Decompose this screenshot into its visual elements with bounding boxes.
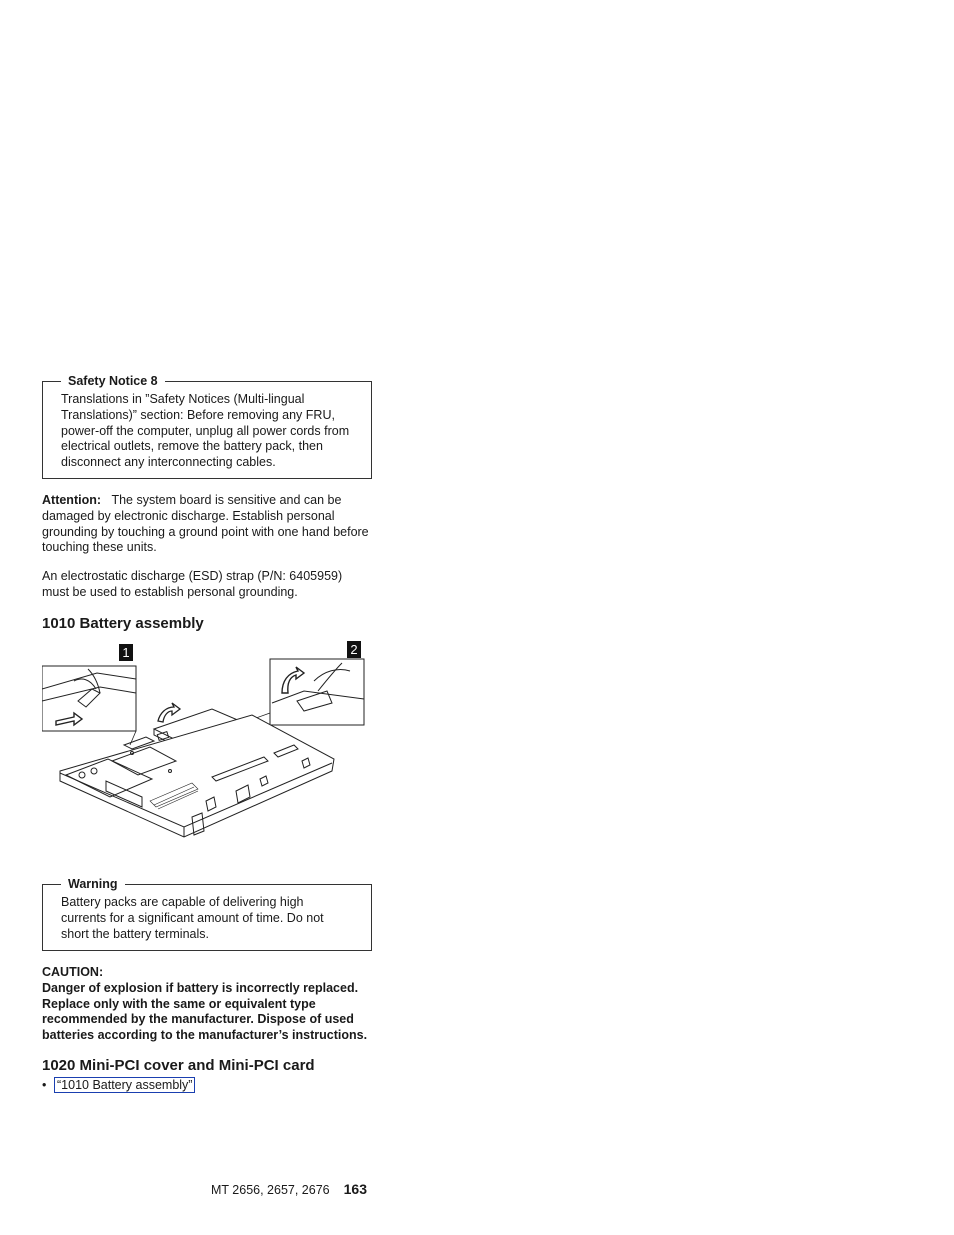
warning-line: short the battery terminals. — [61, 926, 209, 941]
safety-notice-line: electrical outlets, remove the battery pack, then — [61, 439, 323, 454]
battery-removal-figure — [42, 641, 372, 846]
callout-2-label: 2 — [350, 642, 358, 657]
safety-notice-box — [42, 374, 372, 479]
attention-paragraph — [42, 493, 377, 556]
safety-notice-line: Translations)” section: Before removing any FRU, — [61, 407, 335, 422]
page-number: 163 — [343, 1181, 367, 1197]
inset-battery-lift — [270, 659, 364, 725]
attention-first-line: The system board is sensitive and can be — [111, 493, 342, 507]
attention-line: damaged by electronic discharge. Establish personal — [42, 508, 335, 523]
warning-box — [42, 877, 372, 951]
esd-paragraph — [42, 569, 377, 601]
safety-notice-line: Translations in ”Safety Notices (Multi-lingual — [61, 392, 305, 406]
esd-line: An electrostatic discharge (ESD) strap (P/N: 6405959) — [42, 569, 343, 583]
safety-notice-text — [43, 382, 371, 479]
caution-label: CAUTION: — [42, 965, 104, 979]
esd-line: must be used to establish personal grounding. — [42, 584, 298, 599]
warning-line: currents for a significant amount of time. Do not — [61, 910, 324, 925]
caution-line: Replace only with the same or equivalent type — [42, 996, 316, 1011]
prerequisite-list-item — [42, 1077, 195, 1093]
caution-line: batteries according to the manufacturer’s instructions. — [42, 1028, 368, 1043]
warning-text — [43, 885, 371, 950]
attention-line: touching these units. — [42, 540, 157, 555]
safety-notice-line: power-off the computer, unplug all power cords from — [61, 423, 350, 438]
section-heading-1020: 1020 Mini-PCI cover and Mini-PCI card — [42, 1057, 315, 1074]
caution-line: Danger of explosion if battery is incorrectly replaced. — [42, 980, 359, 995]
page-footer — [211, 1181, 367, 1198]
section-heading-1010: 1010 Battery assembly — [42, 615, 204, 632]
battery-removal-illustration — [42, 641, 372, 841]
caution-line: recommended by the manufacturer. Dispose of used — [42, 1012, 354, 1027]
bullet-marker: • — [42, 1078, 47, 1092]
callout-1-label: 1 — [122, 645, 130, 660]
notebook-base-drawing — [60, 715, 334, 837]
caution-block — [42, 965, 382, 1044]
safety-notice-title: Safety Notice 8 — [61, 374, 165, 389]
attention-label: Attention: — [42, 493, 102, 507]
footer-model-text: MT 2656, 2657, 2676 — [211, 1183, 330, 1197]
attention-line: grounding by touching a ground point with one hand before — [42, 524, 369, 539]
inset-latch-slide — [42, 666, 136, 731]
safety-notice-line: disconnect any interconnecting cables. — [61, 455, 276, 470]
warning-title: Warning — [61, 877, 125, 892]
battery-assembly-link[interactable]: “1010 Battery assembly” — [54, 1077, 195, 1093]
warning-line: Battery packs are capable of delivering high — [61, 895, 304, 909]
